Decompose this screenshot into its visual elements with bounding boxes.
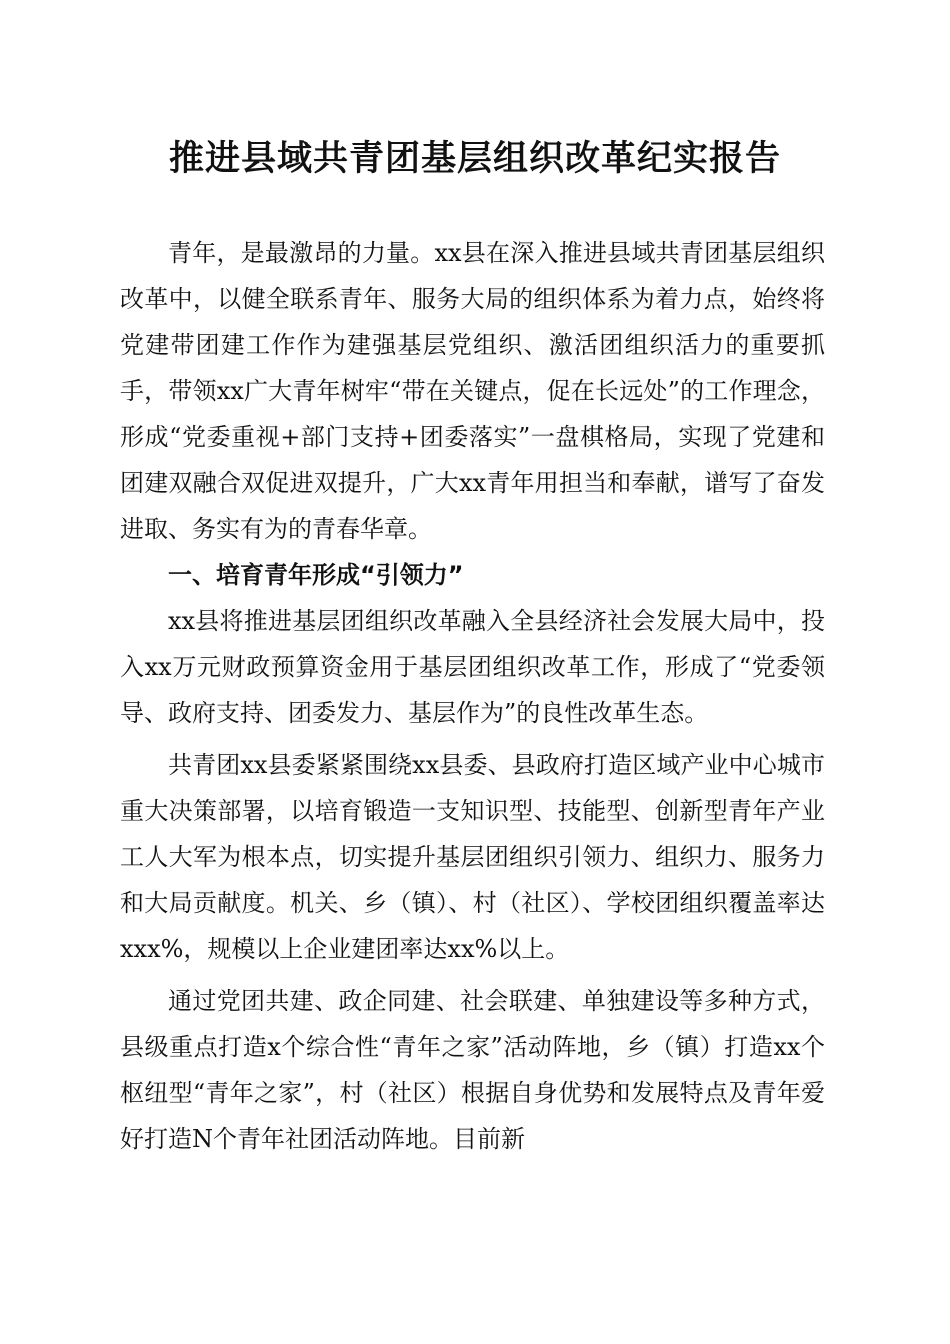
paragraph-youth-home: 通过党团共建、政企同建、社会联建、单独建设等多种方式，县级重点打造x个综合性“青年之家”活动阵地，乡（镇）打造xx个枢纽型“青年之家”，村（社区）根据自身优势和发展特点及青年爱好打造N个青年社团活动阵地。目前新: [120, 987, 825, 1153]
paragraph-intro: 青年，是最激昂的力量。xx县在深入推进县域共青团基层组织改革中，以健全联系青年、服务大局的组织体系为着力点，始终将党建带团建工作作为建强基层党组织、激活团组织活力的重要抓手，带领xx广大青年树牢“带在关键点，促在长远处”的工作理念，形成“党委重视+部门支持+团委落实”一盘棋格局，实现了党建和团建双融合双促进双提升，广大xx青年用担当和奉献，谱写了奋发进取、务实有为的青春华章。: [120, 239, 825, 543]
document-title: 推进县域共青团基层组织改革纪实报告: [168, 139, 781, 179]
document-body: [120, 230, 825, 1162]
paragraph-coverage: 共青团xx县委紧紧围绕xx县委、县政府打造区域产业中心城市重大决策部署，以培育锻造一支知识型、技能型、创新型青年产业工人大军为根本点，切实提升基层团组织引领力、组织力、服务力和大局贡献度。机关、乡（镇）、村（社区）、学校团组织覆盖率达xxx%，规模以上企业建团率达xx%以上。: [120, 751, 825, 963]
section-heading-1: 一、培育青年形成“引领力”: [168, 561, 464, 589]
paragraph-budget: xx县将推进基层团组织改革融入全县经济社会发展大局中，投入xx万元财政预算资金用于基层团组织改革工作，形成了“党委领导、政府支持、团委发力、基层作为”的良性改革生态。: [120, 607, 825, 727]
